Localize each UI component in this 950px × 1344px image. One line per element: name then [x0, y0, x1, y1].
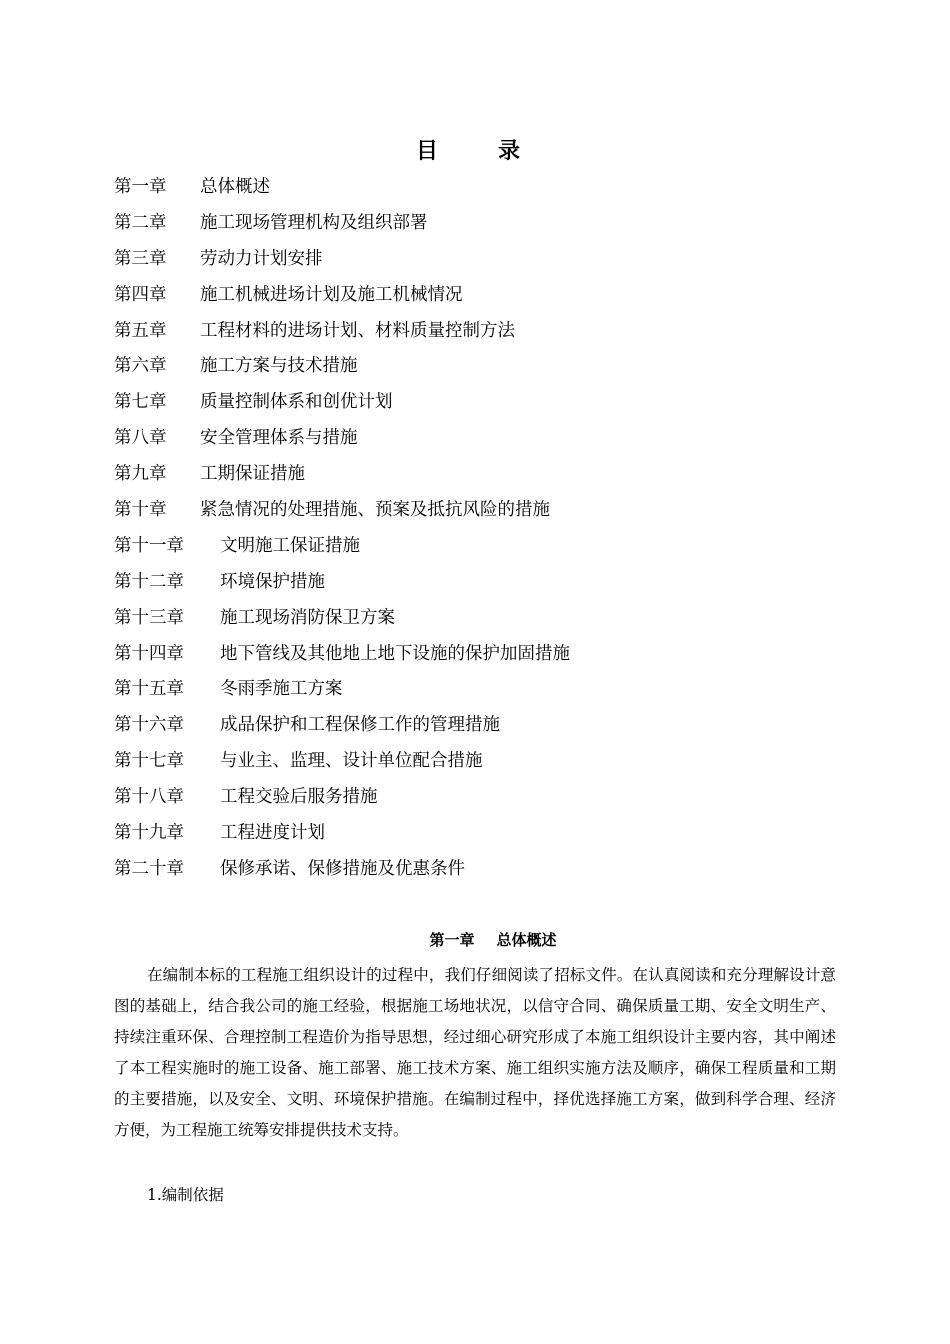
toc-item	[114, 674, 570, 710]
toc-item-number: 第十六章	[114, 715, 184, 736]
toc-item-number: 第十五章	[114, 679, 184, 700]
toc-item-title: 总体概述	[200, 177, 270, 197]
toc-item	[114, 567, 570, 603]
toc-item-title: 地下管线及其他地上地下设施的保护加固措施	[220, 643, 570, 664]
toc-item-number: 第八章	[114, 428, 167, 449]
toc-item	[114, 387, 570, 423]
toc-item-title: 施工方案与技术措施	[200, 356, 358, 377]
toc-item	[114, 208, 570, 244]
toc-title: 目录	[415, 138, 580, 164]
toc-item-title: 劳动力计划安排	[200, 248, 323, 269]
chapter-title: 总体概述	[496, 931, 557, 949]
toc-item	[114, 639, 570, 675]
toc-item-number: 第十一章	[114, 535, 184, 556]
toc-item-number: 第十七章	[114, 751, 184, 772]
toc-item	[114, 172, 570, 208]
toc-item-number: 第二十章	[114, 858, 184, 879]
toc-item-number: 第十二章	[114, 571, 184, 592]
toc-item-number: 第十三章	[114, 607, 184, 628]
toc-item	[114, 531, 570, 567]
toc-item-number: 第七章	[114, 392, 167, 413]
toc-item	[114, 818, 570, 854]
toc-item-title: 与业主、监理、设计单位配合措施	[220, 751, 483, 772]
toc-item-number: 第十八章	[114, 787, 184, 808]
toc-item-number: 第十章	[114, 500, 167, 521]
toc-item-number: 第四章	[114, 284, 167, 305]
toc-item-title: 冬雨季施工方案	[220, 679, 343, 700]
chapter-number: 第一章	[429, 931, 475, 949]
toc-item	[114, 603, 570, 639]
toc-item-title: 紧急情况的处理措施、预案及抵抗风险的措施	[200, 500, 550, 521]
toc-item-number: 第十四章	[114, 643, 184, 664]
toc-list	[114, 172, 570, 890]
toc-item	[114, 746, 570, 782]
toc-item	[114, 423, 570, 459]
toc-item	[114, 495, 570, 531]
toc-item	[114, 854, 570, 890]
toc-item-title: 工程进度计划	[220, 823, 325, 844]
toc-item-title: 环境保护措施	[220, 571, 325, 592]
toc-item-title: 质量控制体系和创优计划	[200, 392, 393, 413]
toc-item-number: 第三章	[114, 248, 167, 269]
toc-item-number: 第十九章	[114, 823, 184, 844]
toc-item-title: 工程材料的进场计划、材料质量控制方法	[200, 320, 515, 341]
toc-item-number: 第五章	[114, 320, 167, 341]
chapter-heading	[0, 928, 950, 952]
toc-item	[114, 710, 570, 746]
toc-item-title: 保修承诺、保修措施及优惠条件	[220, 858, 465, 879]
toc-item-number: 第九章	[114, 464, 167, 485]
section-heading: 1.编制依据	[147, 1186, 224, 1204]
toc-item-number: 第六章	[114, 356, 167, 377]
toc-item	[114, 316, 570, 352]
toc-item-title: 施工机械进场计划及施工机械情况	[200, 284, 463, 305]
toc-item	[114, 244, 570, 280]
toc-item-title: 文明施工保证措施	[220, 535, 360, 556]
toc-item	[114, 459, 570, 495]
toc-item	[114, 351, 570, 387]
toc-item-title: 工程交验后服务措施	[220, 787, 378, 808]
toc-item-title: 施工现场消防保卫方案	[220, 607, 395, 628]
toc-item-title: 工期保证措施	[200, 464, 305, 485]
toc-item-title: 安全管理体系与措施	[200, 428, 358, 449]
intro-paragraph: 在编制本标的工程施工组织设计的过程中，我们仔细阅读了招标文件。在认真阅读和充分理解设计意图的基础上，结合我公司的施工经验，根据施工场地状况，以信守合同、确保质量工期、安全文明生产、持续注重环保、合理控制工程造价为指导思想，经过细心研究形成了本施工组织设计主要内容，其中阐述了本工程实施时的施工设备、施工部署、施工技术方案、施工组织实施方法及顺序，确保工程质量和工期的主要措施，以及安全、文明、环境保护措施。在编制过程中，择优选择施工方案，做到科学合理、经济方便，为工程施工统筹安排提供技术支持。	[114, 966, 836, 1139]
toc-item-number: 第二章	[114, 212, 167, 233]
toc-item	[114, 782, 570, 818]
toc-item	[114, 280, 570, 316]
toc-item-title: 施工现场管理机构及组织部署	[200, 212, 428, 233]
toc-item-number: 第一章	[114, 177, 167, 197]
toc-item-title: 成品保护和工程保修工作的管理措施	[220, 715, 500, 736]
